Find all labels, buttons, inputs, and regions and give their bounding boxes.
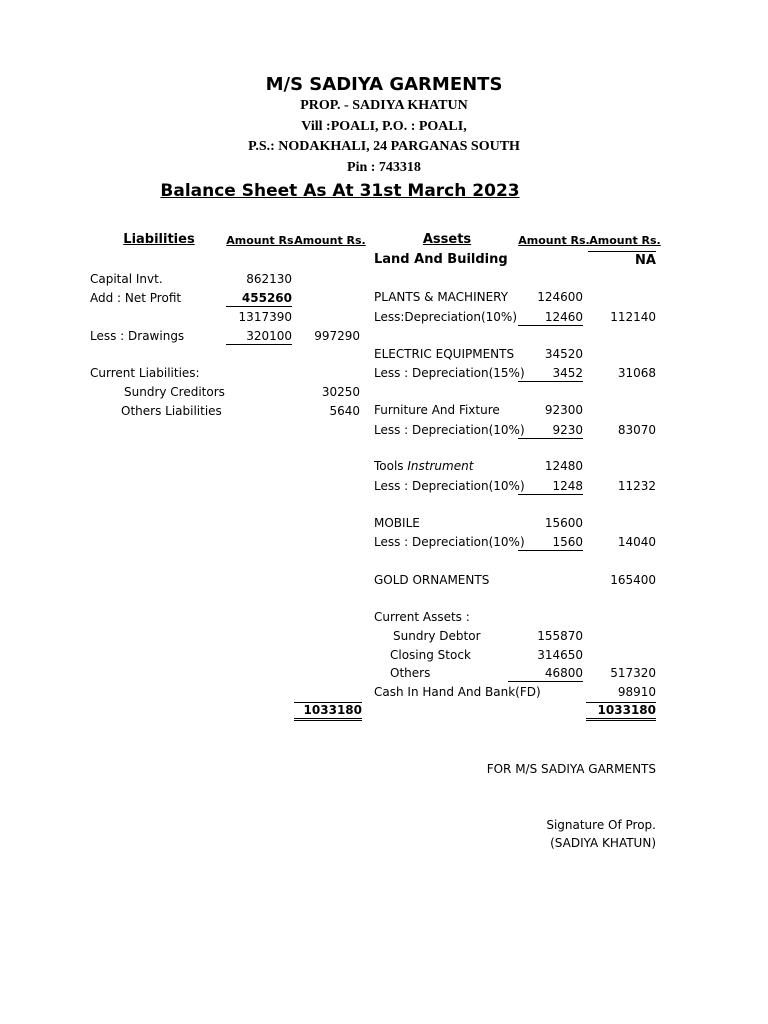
amount-header-4: Amount Rs.: [589, 234, 661, 247]
sundry-debtor-label: Sundry Debtor: [393, 629, 481, 643]
address-line-2: P.S.: NODAKHALI, 24 PARGANAS SOUTH: [248, 139, 520, 154]
assets-total: 1033180: [586, 702, 656, 721]
electric-equipments-label: ELECTRIC EQUIPMENTS: [374, 347, 515, 361]
electric-net-value: 31068: [617, 366, 656, 380]
assets-header: Assets: [422, 232, 472, 247]
capital-value: 862130: [246, 272, 292, 286]
mobile-label: MOBILE: [374, 516, 420, 530]
mobile-depreciation-label: Less : Depreciation(10%): [374, 535, 525, 549]
electric-depreciation-label: Less : Depreciation(15%): [374, 366, 525, 380]
amount-header-1: Amount Rs.: [226, 234, 298, 247]
capital-label: Capital Invt.: [90, 272, 163, 286]
furniture-depreciation-label: Less : Depreciation(10%): [374, 423, 525, 437]
mobile-value: 15600: [544, 516, 583, 530]
sundry-creditors-value: 30250: [321, 385, 360, 399]
electric-depreciation-value: 3452: [518, 366, 583, 382]
mobile-net-value: 14040: [617, 535, 656, 549]
current-assets-total: 517320: [610, 666, 656, 680]
net-profit-label: Add : Net Profit: [90, 291, 182, 305]
net-profit-value: 455260: [226, 291, 292, 307]
proprietor-line: PROP. - SADIYA KHATUN: [300, 98, 468, 113]
capital-net-value: 997290: [314, 329, 360, 343]
furniture-fixture-label: Furniture And Fixture: [374, 403, 500, 417]
document-title: [0, 181, 680, 201]
other-liabilities-value: 5640: [329, 404, 360, 418]
tools-instrument-label: [374, 459, 473, 473]
plants-net-value: 112140: [610, 310, 656, 324]
current-assets-label: Current Assets :: [374, 610, 470, 624]
plants-machinery-label: PLANTS & MACHINERY: [374, 290, 509, 304]
signature-label: Signature Of Prop.: [546, 818, 656, 832]
furniture-fixture-value: 92300: [544, 403, 583, 417]
amount-header-3: Amount Rs.: [518, 234, 590, 247]
furniture-net-value: 83070: [617, 423, 656, 437]
sundry-debtor-value: 155870: [537, 629, 583, 643]
gold-ornaments-label: GOLD ORNAMENTS: [374, 573, 490, 587]
plants-machinery-value: 124600: [537, 290, 583, 304]
tools-net-value: 11232: [617, 479, 656, 493]
plants-depreciation-label: Less:Depreciation(10%): [374, 310, 518, 324]
amount-header-2: Amount Rs.: [294, 234, 366, 247]
tools-depreciation-label: Less : Depreciation(10%): [374, 479, 525, 493]
liabilities-header: Liabilities: [123, 232, 195, 247]
electric-equipments-value: 34520: [544, 347, 583, 361]
tools-instrument-value: 12480: [544, 459, 583, 473]
closing-stock-label: Closing Stock: [390, 648, 471, 662]
gold-ornaments-value: 165400: [610, 573, 656, 587]
land-building-label: Land And Building: [374, 252, 508, 267]
other-liabilities-label: Others Liabilities: [121, 404, 222, 418]
drawings-label: Less : Drawings: [90, 329, 185, 343]
firm-name: M/S SADIYA GARMENTS: [265, 74, 503, 95]
cash-bank-label: Cash In Hand And Bank(FD): [374, 685, 541, 699]
other-assets-value: 46800: [508, 666, 583, 682]
tools-label-text: Tools: [374, 459, 408, 473]
liabilities-total: 1033180: [294, 702, 362, 721]
drawings-value: 320100: [226, 329, 292, 345]
tools-depreciation-value: 1248: [518, 479, 583, 495]
for-firm-label: FOR M/S SADIYA GARMENTS: [486, 762, 656, 776]
furniture-depreciation-value: 9230: [518, 423, 583, 439]
cash-bank-value: 98910: [617, 685, 656, 699]
tools-label-italic: Instrument: [407, 459, 474, 473]
other-assets-label: Others: [390, 666, 431, 680]
signatory-name: (SADIYA KHATUN): [550, 836, 656, 850]
mobile-depreciation-value: 1560: [518, 535, 583, 551]
address-line-1: Vill :POALI, P.O. : POALI,: [301, 119, 467, 134]
closing-stock-value: 314650: [537, 648, 583, 662]
capital-subtotal: 1317390: [238, 310, 292, 324]
document-title-text: Balance Sheet As At 31st March 2023: [160, 181, 520, 201]
pin-line: Pin : 743318: [347, 160, 421, 175]
sundry-creditors-label: Sundry Creditors: [124, 385, 225, 399]
current-liabilities-label: Current Liabilities:: [90, 366, 200, 380]
plants-depreciation-value: 12460: [518, 310, 583, 326]
land-building-value: NA: [588, 251, 656, 268]
